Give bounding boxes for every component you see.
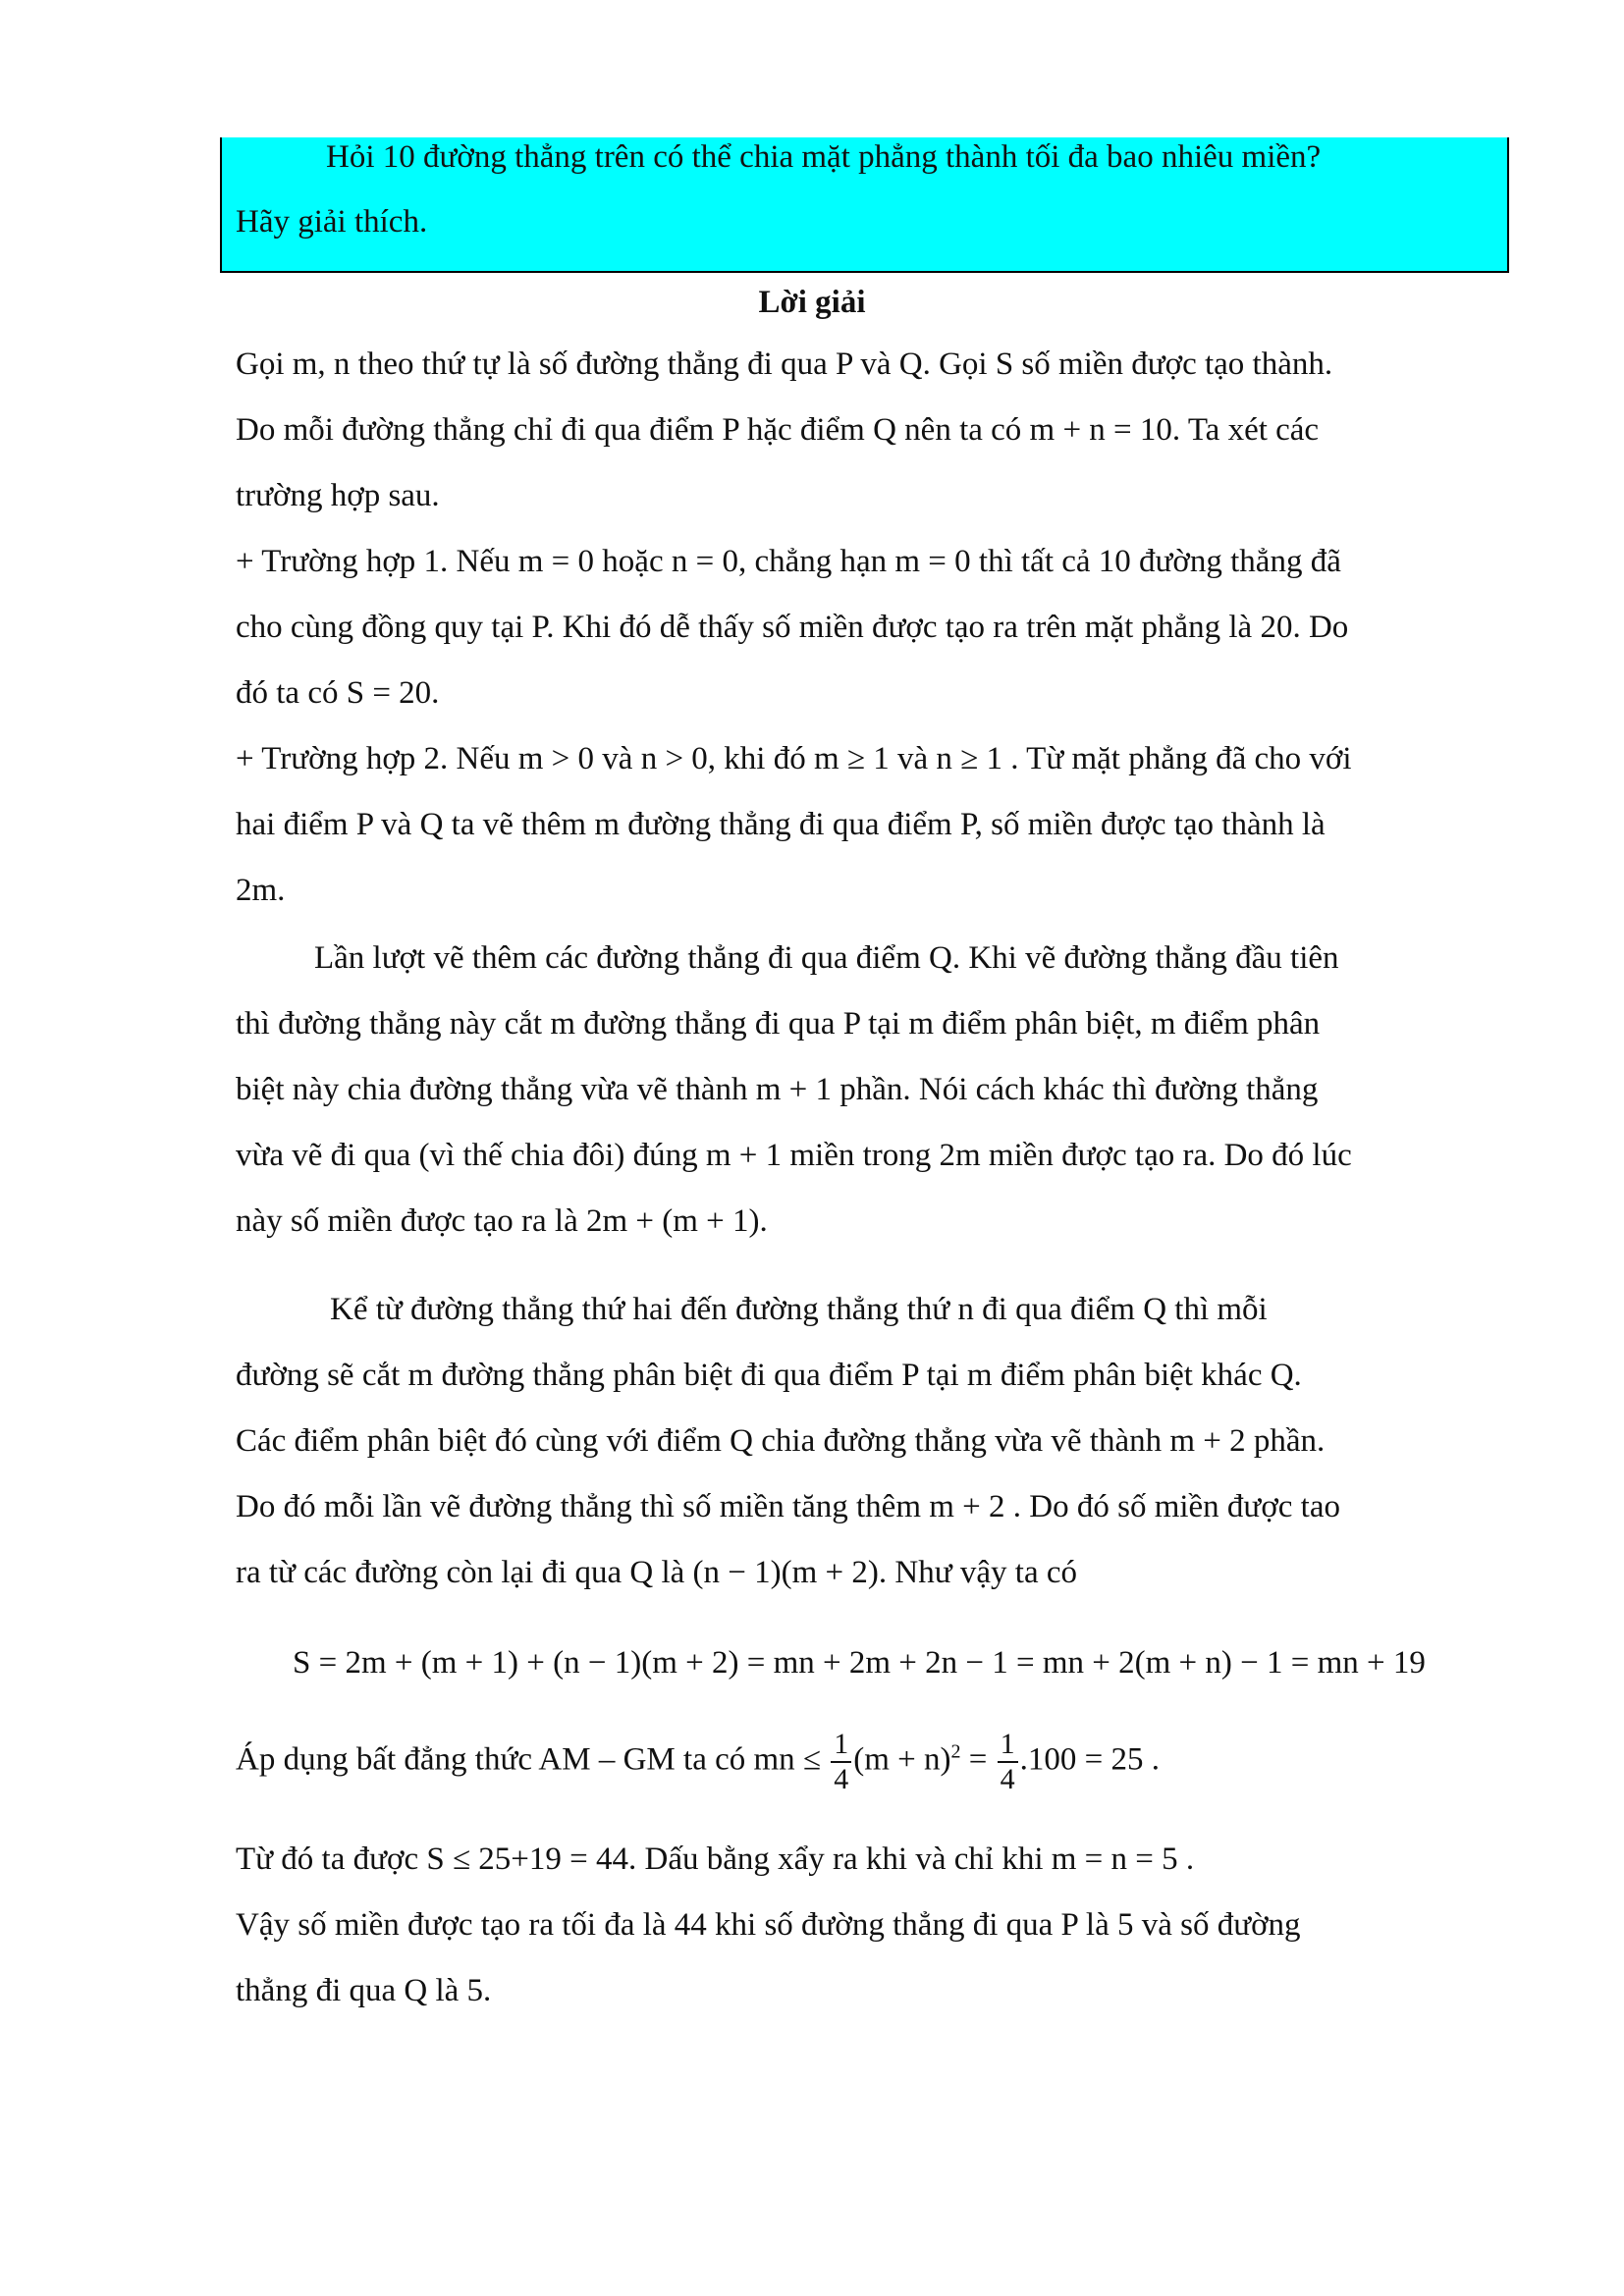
text-line: biệt này chia đường thẳng vừa vẽ thành m + 1 phần. Nói cách khác thì đường thẳng (236, 1072, 1319, 1107)
problem-box (220, 137, 1509, 273)
fraction-numerator: 1 (831, 1728, 851, 1763)
text-line: Vậy số miền được tạo ra tối đa là 44 khi số đường thẳng đi qua P là 5 và số đường (236, 1907, 1301, 1943)
text-line: này số miền được tạo ra là 2m + (m + 1). (236, 1203, 768, 1239)
text-line: Từ đó ta được S ≤ 25+19 = 44. Dấu bằng xẩy ra khi và chỉ khi m = n = 5 . (236, 1842, 1195, 1877)
text-line: ra từ các đường còn lại đi qua Q là (n − 1)(m + 2). Như vậy ta có (236, 1555, 1077, 1590)
fraction-denominator: 4 (1000, 1763, 1015, 1795)
text-line: vừa vẽ đi qua (vì thế chia đôi) đúng m + 1 miền trong 2m miền được tạo ra. Do đó lúc (236, 1138, 1352, 1173)
problem-line-1: Hỏi 10 đường thẳng trên có thể chia mặt phẳng thành tối đa bao nhiêu miền? (326, 139, 1322, 175)
text-line: Gọi m, n theo thứ tự là số đường thẳng đi qua P và Q. Gọi S số miền được tạo thành. (236, 347, 1333, 382)
text-line: Do mỗi đường thẳng chỉ đi qua điểm P hặc điểm Q nên ta có m + n = 10. Ta xét các (236, 412, 1320, 448)
text-line: + Trường hợp 2. Nếu m > 0 và n > 0, khi đó m ≥ 1 và n ≥ 1 . Từ mặt phẳng đã cho với (236, 741, 1352, 776)
text-line: đó ta có S = 20. (236, 675, 440, 711)
text-line: hai điểm P và Q ta vẽ thêm m đường thẳng đi qua điểm P, số miền được tạo thành là (236, 807, 1326, 842)
text-line: Do đó mỗi lần vẽ đường thẳng thì số miền tăng thêm m + 2 . Do đó số miền được tao (236, 1489, 1340, 1524)
text-line: Lần lượt vẽ thêm các đường thẳng đi qua điểm Q. Khi vẽ đường thẳng đầu tiên (314, 940, 1339, 976)
fraction (998, 1728, 1018, 1796)
text-line: đường sẽ cắt m đường thẳng phân biệt đi qua điểm P tại m điểm phân biệt khác Q. (236, 1358, 1302, 1393)
amgm-equals: = (960, 1741, 996, 1778)
text-line: 2m. (236, 873, 286, 908)
amgm-prefix: Áp dụng bất đẳng thức AM – GM ta có mn ≤ (236, 1741, 830, 1778)
text-line: thẳng đi qua Q là 5. (236, 1973, 492, 2008)
amgm-middle: (m + n) (853, 1741, 951, 1778)
solution-title: Lời giải (758, 285, 866, 320)
text-line: trường hợp sau. (236, 478, 440, 513)
amgm-line (236, 1728, 1495, 1796)
fraction (831, 1728, 851, 1796)
fraction-numerator: 1 (998, 1728, 1018, 1763)
text-line: + Trường hợp 1. Nếu m = 0 hoặc n = 0, chẳng hạn m = 0 thì tất cả 10 đường thẳng đã (236, 544, 1341, 579)
fraction-denominator: 4 (834, 1763, 849, 1795)
amgm-suffix: .100 = 25 . (1019, 1741, 1161, 1778)
exponent: 2 (950, 1740, 961, 1763)
main-equation: S = 2m + (m + 1) + (n − 1)(m + 2) = mn + 2m + 2n − 1 = mn + 2(m + n) − 1 = mn + 19 (293, 1645, 1426, 1681)
text-line: thì đường thẳng này cắt m đường thẳng đi qua P tại m điểm phân biệt, m điểm phân (236, 1006, 1321, 1041)
text-line: Kể từ đường thẳng thứ hai đến đường thẳng thứ n đi qua điểm Q thì mỗi (330, 1292, 1268, 1327)
problem-line-2: Hãy giải thích. (236, 204, 428, 240)
text-line: cho cùng đồng quy tại P. Khi đó dễ thấy số miền được tạo ra trên mặt phẳng là 20. Do (236, 610, 1349, 645)
text-line: Các điểm phân biệt đó cùng với điểm Q chia đường thẳng vừa vẽ thành m + 2 phần. (236, 1423, 1326, 1459)
